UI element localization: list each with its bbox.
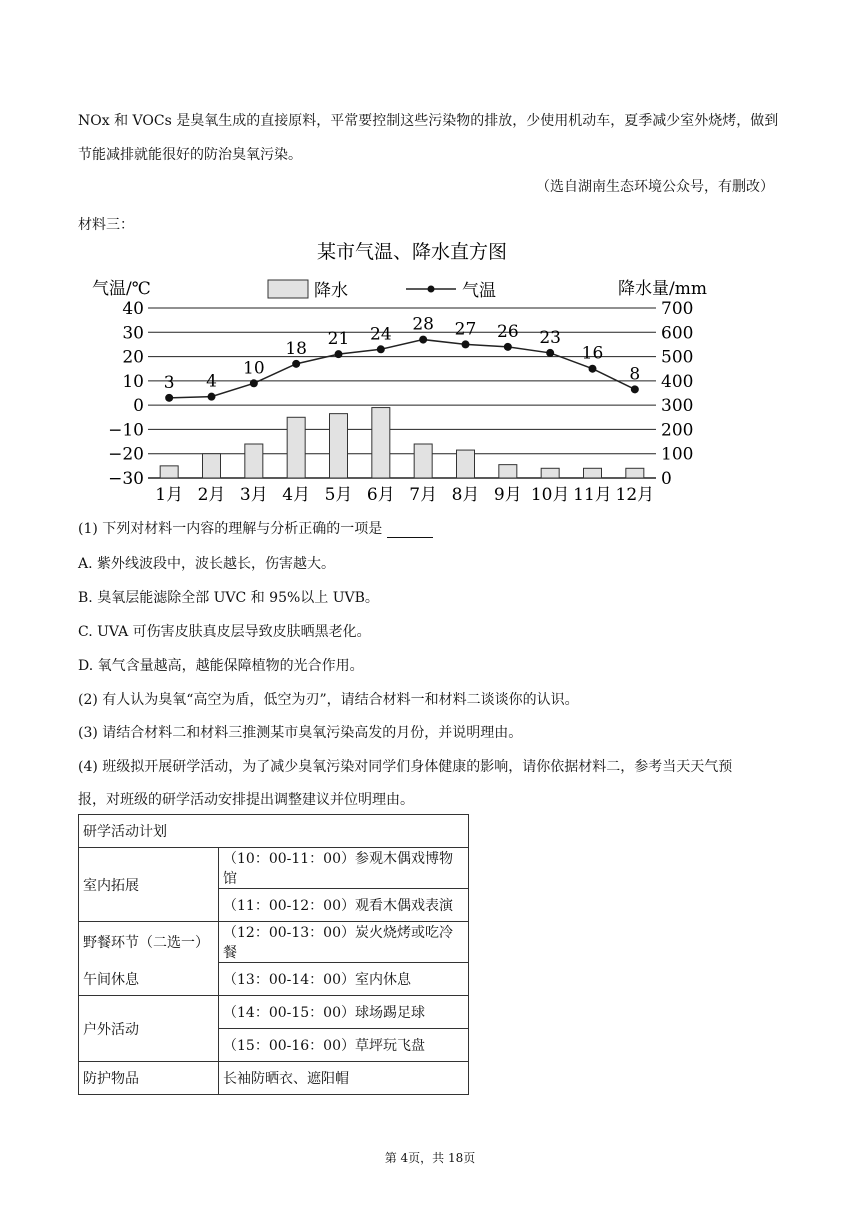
temperature-point: [292, 360, 300, 368]
temperature-data-label: 4: [206, 371, 217, 392]
precipitation-bar: [160, 466, 178, 478]
temperature-data-label: 26: [497, 321, 519, 342]
temperature-data-label: 24: [370, 324, 392, 345]
table-row: [79, 815, 469, 848]
picnic-label: 野餐环节（二选一）: [79, 922, 219, 963]
temperature-precipitation-chart: [78, 236, 738, 508]
month-label: 8月: [451, 485, 480, 505]
right-tick-label: 400: [661, 371, 694, 392]
right-axis-label: 降水量/mm: [618, 279, 707, 299]
right-tick-label: 100: [661, 444, 694, 465]
month-label: 5月: [324, 485, 353, 505]
right-tick-label: 500: [661, 347, 694, 368]
left-tick-label: −30: [108, 469, 144, 489]
month-label: 7月: [409, 485, 438, 505]
month-label: 11月: [573, 485, 612, 505]
left-tick-label: −20: [108, 444, 144, 465]
question-1: [78, 518, 433, 538]
month-label: 2月: [197, 485, 226, 505]
picnic-item-1: （12：00-13：00）炭火烧烤或吃冷餐: [219, 922, 469, 963]
temperature-line: [169, 340, 635, 398]
precipitation-bar: [245, 444, 263, 478]
indoor-item-2: （11：00-12：00）观看木偶戏表演: [219, 889, 469, 922]
precipitation-bar: [626, 468, 644, 478]
temperature-data-label: 28: [412, 314, 434, 335]
temperature-point: [165, 394, 173, 402]
temperature-point: [462, 340, 470, 348]
month-label: 12月: [615, 485, 655, 505]
precipitation-bar: [414, 444, 432, 478]
temperature-point: [631, 385, 639, 393]
temperature-point: [335, 350, 343, 358]
left-tick-label: 20: [122, 347, 144, 368]
noon-label: 午间休息: [79, 963, 219, 996]
temperature-data-label: 27: [454, 319, 477, 340]
question-4-line2: 报，对班级的研学活动安排提出调整建议并位明理由。: [78, 792, 414, 808]
right-tick-label: 200: [661, 420, 694, 441]
option-d: D. 氧气含量越高，越能保障植物的光合作用。: [78, 658, 364, 674]
study-plan-table: [78, 814, 469, 1095]
month-label: 3月: [239, 485, 268, 505]
temperature-data-label: 8: [629, 364, 641, 385]
legend-temp-marker: [428, 286, 435, 293]
answer-blank: [387, 523, 433, 538]
temperature-point: [504, 343, 512, 351]
right-tick-label: 600: [661, 323, 694, 344]
question-3: (3) 请结合材料二和材料三推测某市臭氧污染高发的月份，并说明理由。: [78, 725, 523, 741]
temperature-point: [419, 336, 427, 344]
month-label: 1月: [155, 485, 184, 505]
precipitation-bar: [499, 465, 517, 478]
outdoor-item-2: （15：00-16：00）草坪玩飞盘: [219, 1029, 469, 1062]
temperature-point: [546, 349, 554, 357]
precipitation-bar: [330, 414, 348, 478]
outdoor-label: 户外活动: [79, 996, 219, 1062]
protect-label: 防护物品: [79, 1062, 219, 1095]
legend-temp-label: 气温: [462, 281, 496, 301]
precipitation-bar: [584, 468, 602, 478]
question-2: (2) 有人认为臭氧“高空为盾，低空为刃”，请结合材料一和材料二谈谈你的认识。: [78, 692, 579, 708]
temperature-data-label: 18: [285, 338, 307, 359]
left-tick-label: 40: [122, 299, 144, 319]
source-note: （选自湖南生态环境公众号，有删改）: [536, 179, 774, 195]
left-tick-label: −10: [108, 420, 144, 441]
left-tick-label: 0: [133, 396, 144, 417]
indoor-label: 室内拓展: [79, 848, 219, 922]
table-row: [79, 848, 469, 889]
material3-label: 材料三：: [78, 217, 134, 233]
question-1-text: (1) 下列对材料一内容的理解与分析正确的一项是: [78, 521, 383, 537]
left-axis-label: 气温/℃: [92, 279, 151, 299]
legend-precip-swatch: [268, 280, 308, 298]
picnic-item-2: （13：00-14：00）室内休息: [219, 963, 469, 996]
temperature-point: [208, 393, 216, 401]
temperature-data-label: 10: [243, 358, 265, 379]
precipitation-bar: [457, 450, 475, 478]
month-label: 4月: [282, 485, 311, 505]
table-header: 研学活动计划: [79, 815, 469, 848]
precipitation-bar: [203, 454, 221, 478]
temperature-point: [589, 365, 597, 373]
chart-title: 某市气温、降水直方图: [316, 241, 508, 263]
temperature-data-label: 3: [163, 372, 175, 393]
right-tick-label: 300: [661, 396, 694, 417]
option-a: A. 紫外线波段中，波长越长，伤害越大。: [78, 556, 336, 572]
left-tick-label: 10: [122, 371, 144, 392]
page-footer: 第 4页，共 18页: [384, 1151, 476, 1165]
month-label: 10月: [530, 485, 570, 505]
temperature-point: [250, 379, 258, 387]
legend-precip-label: 降水: [314, 281, 348, 301]
month-label: 6月: [366, 485, 395, 505]
temperature-data-label: 21: [327, 329, 350, 350]
indoor-item-1: （10：00-11：00）参观木偶戏博物馆: [219, 848, 469, 889]
protect-value: 长袖防晒衣、遮阳帽: [219, 1062, 469, 1095]
precipitation-bar: [541, 468, 559, 478]
table-row: [79, 1062, 469, 1095]
temperature-data-label: 23: [539, 327, 561, 348]
temperature-point: [377, 345, 385, 353]
table-row: [79, 996, 469, 1029]
option-b: B. 臭氧层能滤除全部 UVC 和 95%以上 UVB。: [78, 590, 379, 606]
table-row: [79, 963, 469, 996]
right-tick-label: 0: [661, 469, 672, 489]
month-label: 9月: [493, 485, 522, 505]
right-tick-label: 700: [661, 299, 694, 319]
precipitation-bar: [372, 408, 390, 478]
left-tick-label: 30: [122, 323, 144, 344]
outdoor-item-1: （14：00-15：00）球场踢足球: [219, 996, 469, 1029]
precipitation-bar: [287, 417, 305, 478]
question-4-line1: (4) 班级拟开展研学活动，为了减少臭氧污染对同学们身体健康的影响，请你依据材料二，参考当天天气预: [78, 759, 733, 775]
option-c: C. UVA 可伤害皮肤真皮层导致皮肤晒黑老化。: [78, 624, 371, 640]
temperature-data-label: 16: [581, 343, 604, 364]
table-row: [79, 922, 469, 963]
intro-paragraph: NOx 和 VOCs 是臭氧生成的直接原料，平常要控制这些污染物的排放，少使用机动车，夏季减少室外烧烤，做到节能减排就能很好的防治臭氧污染。: [78, 113, 779, 163]
